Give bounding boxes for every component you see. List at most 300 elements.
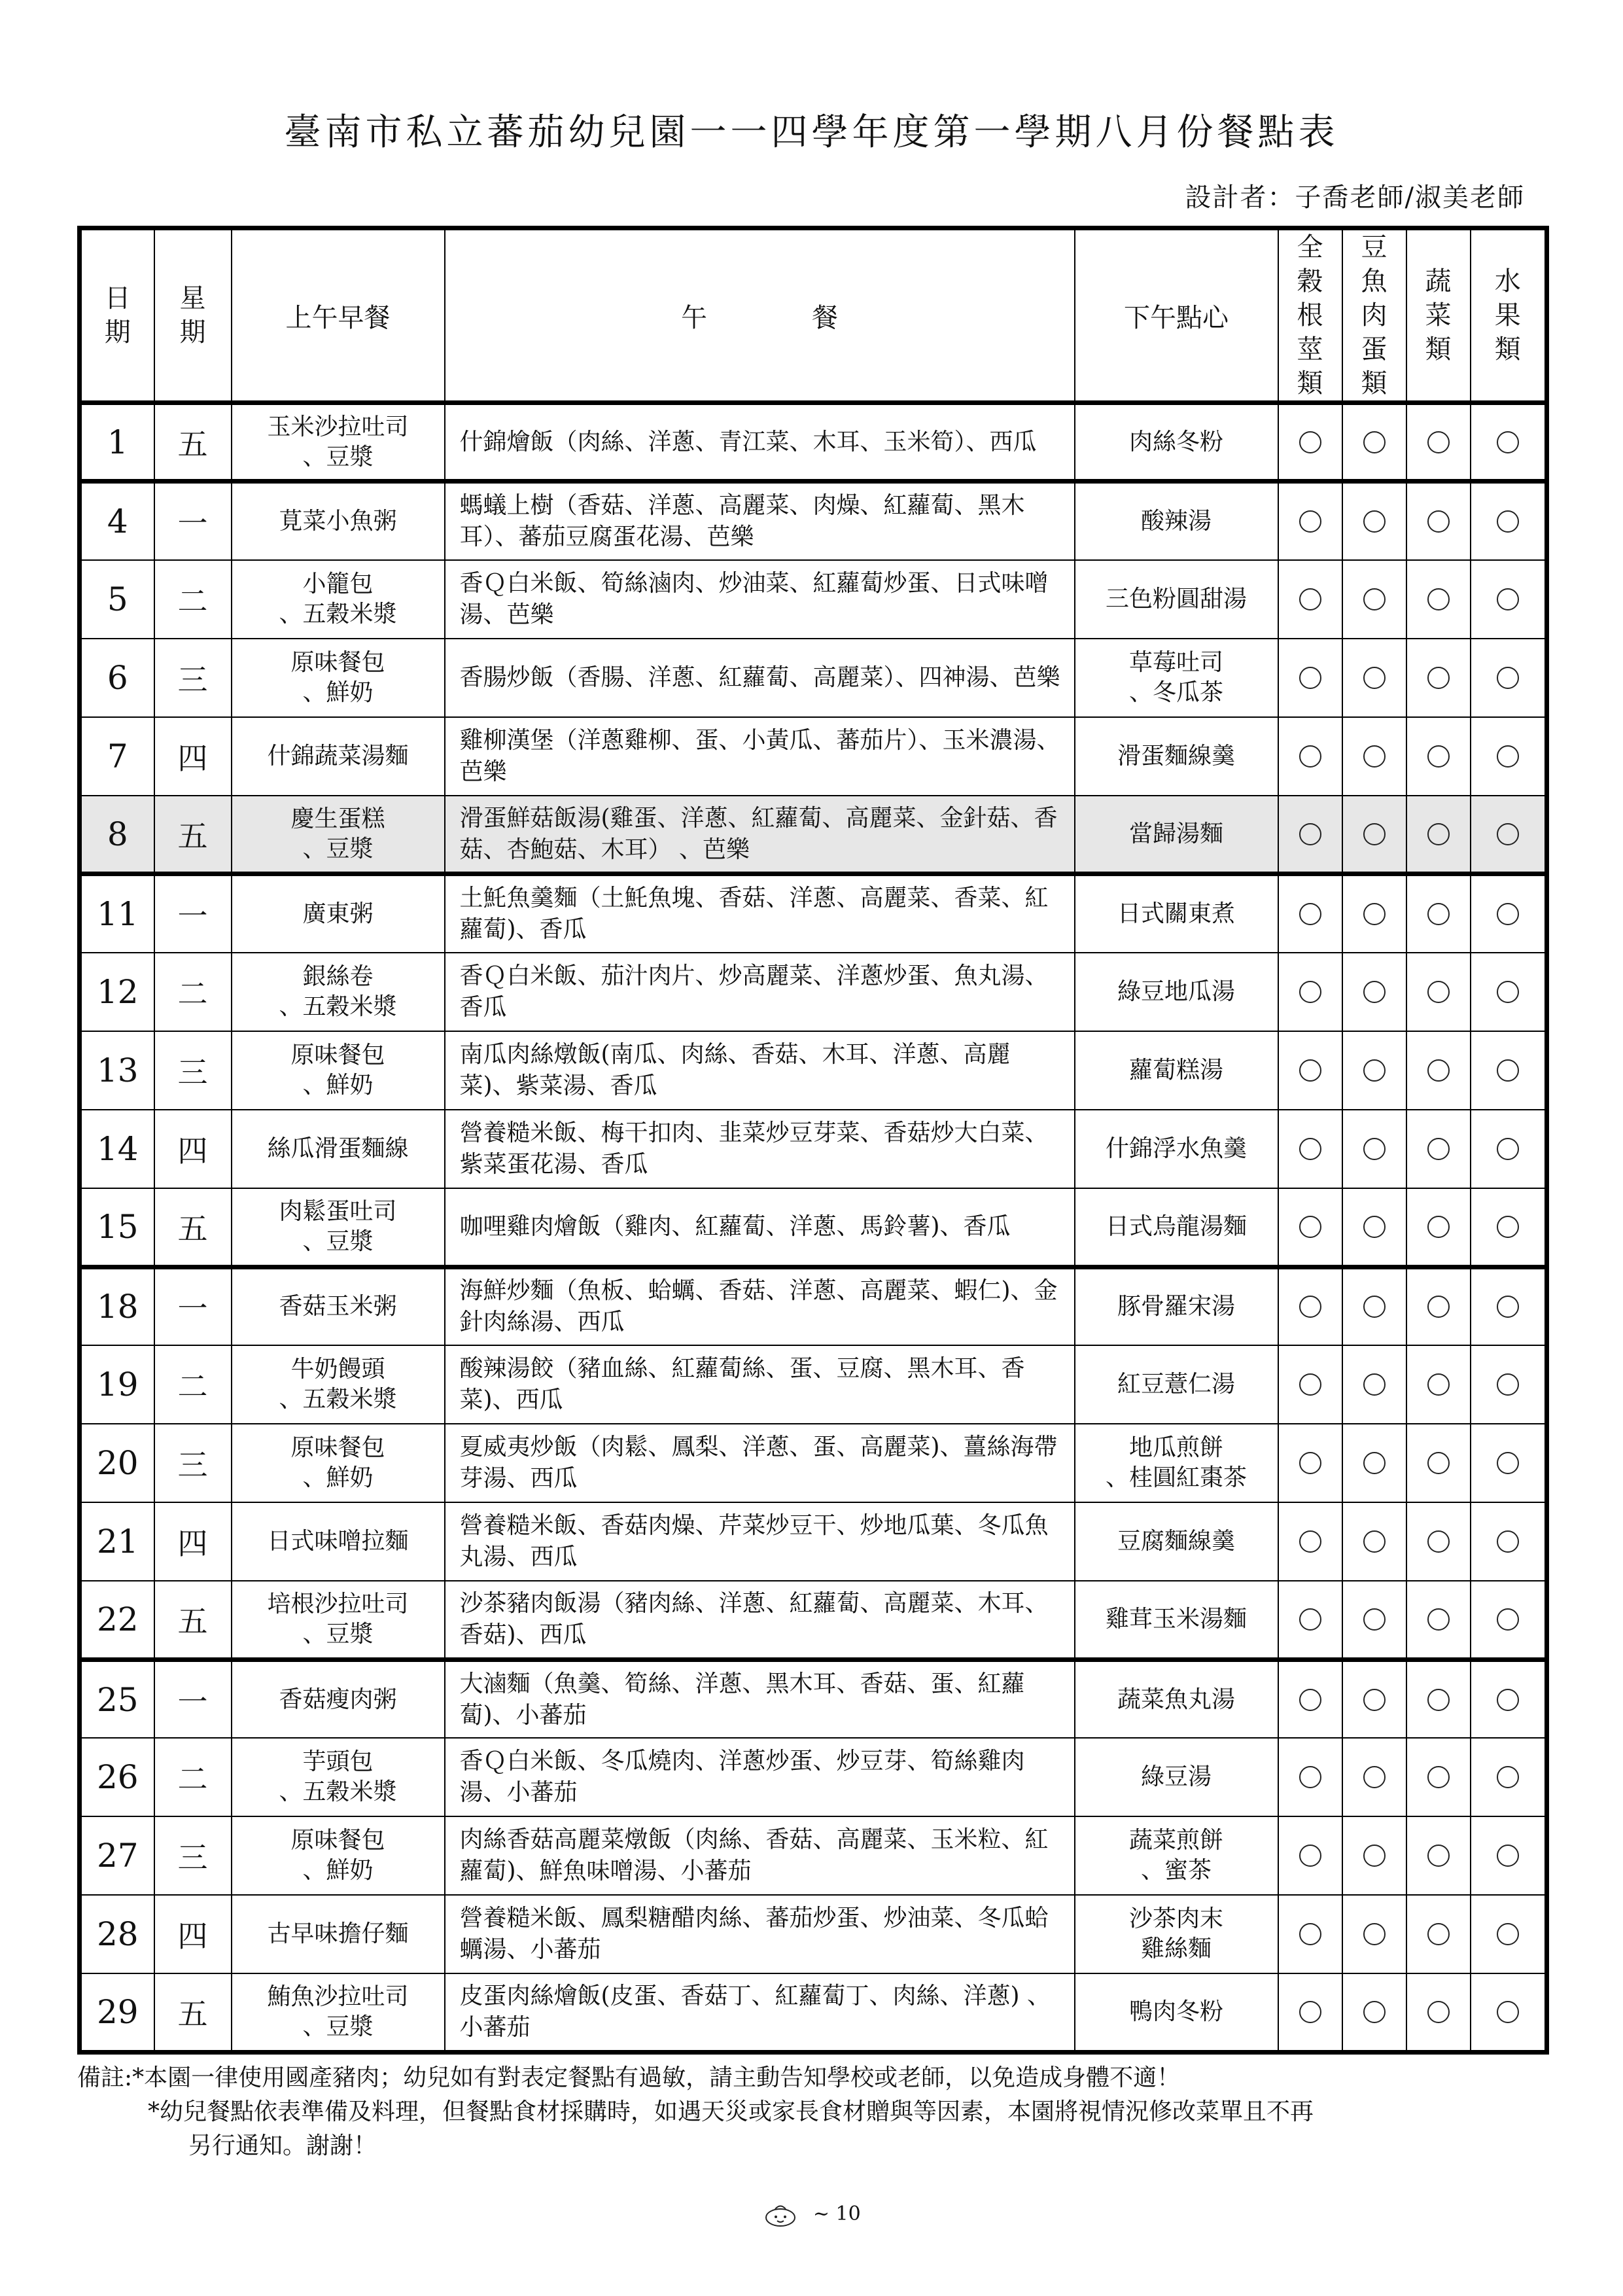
- table-row: [80, 1659, 1547, 1738]
- lunch-cell: 酸辣湯餃（豬血絲、紅蘿蔔絲、蛋、豆腐、黑木耳、香菜)、西瓜: [445, 1345, 1075, 1424]
- date-cell: 14: [80, 1110, 154, 1188]
- header-grains: 全穀根莖類: [1278, 228, 1342, 403]
- circle-icon: [1427, 1373, 1450, 1396]
- veg-check-cell: [1406, 874, 1471, 953]
- veg-check-cell: [1406, 1110, 1471, 1188]
- circle-icon: [1299, 1296, 1321, 1318]
- circle-icon: [1497, 981, 1519, 1003]
- circle-icon: [1299, 745, 1321, 768]
- circle-icon: [1427, 1138, 1450, 1160]
- breakfast-cell: 香菇瘦肉粥: [232, 1659, 445, 1738]
- snack-cell: 地瓜煎餅 、桂圓紅棗茶: [1075, 1424, 1278, 1502]
- day-cell: 二: [154, 1345, 232, 1424]
- table-row: [80, 1345, 1547, 1424]
- day-cell: 一: [154, 1267, 232, 1345]
- circle-icon: [1299, 1373, 1321, 1396]
- table-row: [80, 403, 1547, 482]
- lunch-cell: 咖哩雞肉燴飯（雞肉、紅蘿蔔、洋蔥、馬鈴薯)、香瓜: [445, 1188, 1075, 1267]
- lunch-cell: 肉絲香菇高麗菜燉飯（肉絲、香菇、高麗菜、玉米粒、紅蘿蔔)、鮮魚味噌湯、小蕃茄: [445, 1816, 1075, 1895]
- breakfast-cell: 銀絲卷 、五穀米漿: [232, 953, 445, 1031]
- fruit-check-cell: [1471, 639, 1547, 717]
- day-cell: 三: [154, 1424, 232, 1502]
- lunch-cell: 香Ｑ白米飯、筍絲滷肉、炒油菜、紅蘿蔔炒蛋、日式味噌湯、芭樂: [445, 560, 1075, 639]
- circle-icon: [1363, 1530, 1386, 1553]
- day-cell: 五: [154, 1973, 232, 2052]
- grains-check-cell: [1278, 403, 1342, 482]
- circle-icon: [1299, 1216, 1321, 1238]
- fruit-check-cell: [1471, 1502, 1547, 1581]
- lunch-cell: 香Ｑ白米飯、冬瓜燒肉、洋蔥炒蛋、炒豆芽、筍絲雞肉湯、小蕃茄: [445, 1738, 1075, 1816]
- day-cell: 四: [154, 1502, 232, 1581]
- snack-cell: 什錦浮水魚羹: [1075, 1110, 1278, 1188]
- lunch-cell: 海鮮炒麵（魚板、蛤蠣、香菇、洋蔥、高麗菜、蝦仁)、金針肉絲湯、西瓜: [445, 1267, 1075, 1345]
- grains-check-cell: [1278, 1110, 1342, 1188]
- circle-icon: [1299, 2001, 1321, 2023]
- circle-icon: [1427, 667, 1450, 689]
- snack-cell: 滑蛋麵線羹: [1075, 717, 1278, 796]
- veg-check-cell: [1406, 560, 1471, 639]
- date-cell: 15: [80, 1188, 154, 1267]
- breakfast-cell: 原味餐包 、鮮奶: [232, 1031, 445, 1110]
- lunch-cell: 沙茶豬肉飯湯（豬肉絲、洋蔥、紅蘿蔔、高麗菜、木耳、香菇)、西瓜: [445, 1581, 1075, 1659]
- day-cell: 五: [154, 1581, 232, 1659]
- grains-check-cell: [1278, 1738, 1342, 1816]
- table-row: [80, 1188, 1547, 1267]
- table-row: [80, 874, 1547, 953]
- veg-check-cell: [1406, 639, 1471, 717]
- circle-icon: [1497, 667, 1519, 689]
- circle-icon: [1363, 1373, 1386, 1396]
- circle-icon: [1497, 1138, 1519, 1160]
- breakfast-cell: 肉鬆蛋吐司 、豆漿: [232, 1188, 445, 1267]
- breakfast-cell: 慶生蛋糕 、豆漿: [232, 796, 445, 874]
- circle-icon: [1299, 1845, 1321, 1867]
- fruit-check-cell: [1471, 482, 1547, 560]
- snack-cell: 蔬菜魚丸湯: [1075, 1659, 1278, 1738]
- header-protein: 豆魚肉蛋類: [1342, 228, 1406, 403]
- circle-icon: [1299, 981, 1321, 1003]
- veg-check-cell: [1406, 1502, 1471, 1581]
- table-row: [80, 1267, 1547, 1345]
- fruit-check-cell: [1471, 717, 1547, 796]
- circle-icon: [1363, 1296, 1386, 1318]
- grains-check-cell: [1278, 560, 1342, 639]
- protein-check-cell: [1342, 1816, 1406, 1895]
- protein-check-cell: [1342, 560, 1406, 639]
- fruit-check-cell: [1471, 1345, 1547, 1424]
- circle-icon: [1427, 1689, 1450, 1711]
- fruit-check-cell: [1471, 1816, 1547, 1895]
- veg-check-cell: [1406, 1895, 1471, 1973]
- veg-check-cell: [1406, 1188, 1471, 1267]
- circle-icon: [1299, 1138, 1321, 1160]
- date-cell: 28: [80, 1895, 154, 1973]
- header-veg: 蔬菜類: [1406, 228, 1471, 403]
- breakfast-cell: 原味餐包 、鮮奶: [232, 1816, 445, 1895]
- grains-check-cell: [1278, 639, 1342, 717]
- breakfast-cell: 莧菜小魚粥: [232, 482, 445, 560]
- day-cell: 一: [154, 1659, 232, 1738]
- table-row: [80, 796, 1547, 874]
- grains-check-cell: [1278, 1424, 1342, 1502]
- grains-check-cell: [1278, 953, 1342, 1031]
- note-line-3: 另行通知。謝謝！: [188, 2132, 377, 2159]
- circle-icon: [1497, 903, 1519, 925]
- fruit-check-cell: [1471, 1110, 1547, 1188]
- veg-check-cell: [1406, 1345, 1471, 1424]
- circle-icon: [1363, 1923, 1386, 1945]
- circle-icon: [1497, 1452, 1519, 1474]
- day-cell: 五: [154, 1188, 232, 1267]
- protein-check-cell: [1342, 1345, 1406, 1424]
- circle-icon: [1497, 1608, 1519, 1631]
- circle-icon: [1497, 1689, 1519, 1711]
- circle-icon: [1363, 1608, 1386, 1631]
- day-cell: 三: [154, 639, 232, 717]
- snack-cell: 綠豆地瓜湯: [1075, 953, 1278, 1031]
- table-row: [80, 1895, 1547, 1973]
- circle-icon: [1363, 1059, 1386, 1082]
- date-cell: 18: [80, 1267, 154, 1345]
- snack-cell: 鴨肉冬粉: [1075, 1973, 1278, 2052]
- lunch-cell: 雞柳漢堡（洋蔥雞柳、蛋、小黃瓜、蕃茄片）、玉米濃湯、芭樂: [445, 717, 1075, 796]
- date-cell: 5: [80, 560, 154, 639]
- veg-check-cell: [1406, 1659, 1471, 1738]
- veg-check-cell: [1406, 796, 1471, 874]
- fruit-check-cell: [1471, 1188, 1547, 1267]
- circle-icon: [1363, 667, 1386, 689]
- grains-check-cell: [1278, 1502, 1342, 1581]
- circle-icon: [1427, 588, 1450, 610]
- veg-check-cell: [1406, 1267, 1471, 1345]
- protein-check-cell: [1342, 1502, 1406, 1581]
- snack-cell: 肉絲冬粉: [1075, 403, 1278, 482]
- circle-icon: [1427, 823, 1450, 845]
- date-cell: 6: [80, 639, 154, 717]
- circle-icon: [1427, 1296, 1450, 1318]
- snack-cell: 酸辣湯: [1075, 482, 1278, 560]
- circle-icon: [1363, 431, 1386, 453]
- protein-check-cell: [1342, 874, 1406, 953]
- circle-icon: [1363, 745, 1386, 768]
- circle-icon: [1497, 823, 1519, 845]
- circle-icon: [1427, 431, 1450, 453]
- date-cell: 22: [80, 1581, 154, 1659]
- circle-icon: [1363, 1689, 1386, 1711]
- table-row: [80, 1502, 1547, 1581]
- breakfast-cell: 廣東粥: [232, 874, 445, 953]
- grains-check-cell: [1278, 1188, 1342, 1267]
- grains-check-cell: [1278, 717, 1342, 796]
- table-row: [80, 639, 1547, 717]
- day-cell: 一: [154, 482, 232, 560]
- protein-check-cell: [1342, 796, 1406, 874]
- snack-cell: 蔬菜煎餅 、蜜茶: [1075, 1816, 1278, 1895]
- snack-cell: 雞茸玉米湯麵: [1075, 1581, 1278, 1659]
- breakfast-cell: 原味餐包 、鮮奶: [232, 1424, 445, 1502]
- day-cell: 四: [154, 717, 232, 796]
- circle-icon: [1299, 431, 1321, 453]
- lunch-cell: 營養糙米飯、梅干扣肉、韭菜炒豆芽菜、香菇炒大白菜、紫菜蛋花湯、香瓜: [445, 1110, 1075, 1188]
- circle-icon: [1363, 2001, 1386, 2023]
- circle-icon: [1427, 510, 1450, 533]
- snack-cell: 當歸湯麵: [1075, 796, 1278, 874]
- breakfast-cell: 古早味擔仔麵: [232, 1895, 445, 1973]
- circle-icon: [1497, 1530, 1519, 1553]
- veg-check-cell: [1406, 1816, 1471, 1895]
- circle-icon: [1363, 1138, 1386, 1160]
- breakfast-cell: 香菇玉米粥: [232, 1267, 445, 1345]
- snack-cell: 綠豆湯: [1075, 1738, 1278, 1816]
- date-cell: 13: [80, 1031, 154, 1110]
- lunch-cell: 香Ｑ白米飯、茄汁肉片、炒高麗菜、洋蔥炒蛋、魚丸湯、香瓜: [445, 953, 1075, 1031]
- fruit-check-cell: [1471, 560, 1547, 639]
- snack-cell: 三色粉圓甜湯: [1075, 560, 1278, 639]
- table-row: [80, 1110, 1547, 1188]
- circle-icon: [1299, 1923, 1321, 1945]
- date-cell: 29: [80, 1973, 154, 2052]
- protein-check-cell: [1342, 1188, 1406, 1267]
- circle-icon: [1299, 1689, 1321, 1711]
- date-cell: 21: [80, 1502, 154, 1581]
- fruit-check-cell: [1471, 1659, 1547, 1738]
- table-row: [80, 1031, 1547, 1110]
- grains-check-cell: [1278, 1031, 1342, 1110]
- circle-icon: [1497, 1296, 1519, 1318]
- day-cell: 二: [154, 1738, 232, 1816]
- veg-check-cell: [1406, 1973, 1471, 2052]
- protein-check-cell: [1342, 403, 1406, 482]
- circle-icon: [1299, 903, 1321, 925]
- veg-check-cell: [1406, 482, 1471, 560]
- table-row: [80, 482, 1547, 560]
- circle-icon: [1299, 510, 1321, 533]
- breakfast-cell: 培根沙拉吐司 、豆漿: [232, 1581, 445, 1659]
- breakfast-cell: 什錦蔬菜湯麵: [232, 717, 445, 796]
- grains-check-cell: [1278, 1973, 1342, 2052]
- lunch-cell: 香腸炒飯（香腸、洋蔥、紅蘿蔔、高麗菜）、四神湯、芭樂: [445, 639, 1075, 717]
- lunch-cell: 大滷麵（魚羹、筍絲、洋蔥、黑木耳、香菇、蛋、紅蘿蔔)、小蕃茄: [445, 1659, 1075, 1738]
- table-row: [80, 1424, 1547, 1502]
- protein-check-cell: [1342, 1973, 1406, 2052]
- date-cell: 4: [80, 482, 154, 560]
- circle-icon: [1363, 1452, 1386, 1474]
- circle-icon: [1299, 1608, 1321, 1631]
- lunch-cell: 皮蛋肉絲燴飯(皮蛋、香菇丁、紅蘿蔔丁、肉絲、洋蔥) 、小蕃茄: [445, 1973, 1075, 2052]
- protein-check-cell: [1342, 482, 1406, 560]
- snack-cell: 沙茶肉末 雞絲麵: [1075, 1895, 1278, 1973]
- protein-check-cell: [1342, 1738, 1406, 1816]
- meal-table: [77, 226, 1549, 2055]
- circle-icon: [1497, 2001, 1519, 2023]
- header-fruit: 水果類: [1471, 228, 1547, 403]
- date-cell: 8: [80, 796, 154, 874]
- circle-icon: [1497, 1923, 1519, 1945]
- lunch-cell: 滑蛋鮮菇飯湯(雞蛋、洋蔥、紅蘿蔔、高麗菜、金針菇、香菇、杏鮑菇、木耳） 、芭樂: [445, 796, 1075, 874]
- fruit-check-cell: [1471, 403, 1547, 482]
- protein-check-cell: [1342, 953, 1406, 1031]
- veg-check-cell: [1406, 403, 1471, 482]
- lunch-cell: 夏威夷炒飯（肉鬆、鳳梨、洋蔥、蛋、高麗菜)、薑絲海帶芽湯、西瓜: [445, 1424, 1075, 1502]
- circle-icon: [1427, 1530, 1450, 1553]
- fruit-check-cell: [1471, 1267, 1547, 1345]
- page-title: 臺南市私立蕃茄幼兒園一一四學年度第一學期八月份餐點表: [284, 111, 1339, 154]
- grains-check-cell: [1278, 1659, 1342, 1738]
- breakfast-cell: 玉米沙拉吐司 、豆漿: [232, 403, 445, 482]
- fruit-check-cell: [1471, 1581, 1547, 1659]
- circle-icon: [1427, 903, 1450, 925]
- grains-check-cell: [1278, 1895, 1342, 1973]
- fruit-check-cell: [1471, 796, 1547, 874]
- protein-check-cell: [1342, 1424, 1406, 1502]
- lunch-cell: 營養糙米飯、香菇肉燥、芹菜炒豆干、炒地瓜葉、冬瓜魚丸湯、西瓜: [445, 1502, 1075, 1581]
- date-cell: 1: [80, 403, 154, 482]
- circle-icon: [1363, 823, 1386, 845]
- breakfast-cell: 鮪魚沙拉吐司 、豆漿: [232, 1973, 445, 2052]
- page-footer: [0, 2202, 1623, 2228]
- lunch-cell: 螞蟻上樹（香菇、洋蔥、高麗菜、肉燥、紅蘿蔔、黑木耳）、蕃茄豆腐蛋花湯、芭樂: [445, 482, 1075, 560]
- header-breakfast: 上午早餐: [232, 228, 445, 403]
- lunch-cell: 南瓜肉絲燉飯(南瓜、肉絲、香菇、木耳、洋蔥、高麗菜)、紫菜湯、香瓜: [445, 1031, 1075, 1110]
- grains-check-cell: [1278, 1581, 1342, 1659]
- day-cell: 四: [154, 1110, 232, 1188]
- breakfast-cell: 牛奶饅頭 、五穀米漿: [232, 1345, 445, 1424]
- date-cell: 19: [80, 1345, 154, 1424]
- breakfast-cell: 原味餐包 、鮮奶: [232, 639, 445, 717]
- circle-icon: [1497, 1373, 1519, 1396]
- snack-cell: 蘿蔔糕湯: [1075, 1031, 1278, 1110]
- date-cell: 7: [80, 717, 154, 796]
- circle-icon: [1363, 1766, 1386, 1788]
- circle-icon: [1427, 1766, 1450, 1788]
- veg-check-cell: [1406, 1424, 1471, 1502]
- grains-check-cell: [1278, 1345, 1342, 1424]
- breakfast-cell: 芋頭包 、五穀米漿: [232, 1738, 445, 1816]
- circle-icon: [1497, 510, 1519, 533]
- circle-icon: [1363, 1845, 1386, 1867]
- header-day: 星期: [154, 228, 232, 403]
- snack-cell: 豚骨羅宋湯: [1075, 1267, 1278, 1345]
- veg-check-cell: [1406, 1581, 1471, 1659]
- veg-check-cell: [1406, 1738, 1471, 1816]
- protein-check-cell: [1342, 1895, 1406, 1973]
- fruit-check-cell: [1471, 1895, 1547, 1973]
- page-number: ~ 10: [812, 2202, 861, 2225]
- circle-icon: [1427, 745, 1450, 768]
- header-snack: 下午點心: [1075, 228, 1278, 403]
- circle-icon: [1427, 1059, 1450, 1082]
- breakfast-cell: 小籠包 、五穀米漿: [232, 560, 445, 639]
- circle-icon: [1299, 588, 1321, 610]
- grains-check-cell: [1278, 1267, 1342, 1345]
- protein-check-cell: [1342, 1110, 1406, 1188]
- header-date: 日期: [80, 228, 154, 403]
- notes: [77, 2061, 1544, 2163]
- circle-icon: [1427, 981, 1450, 1003]
- date-cell: 11: [80, 874, 154, 953]
- protein-check-cell: [1342, 717, 1406, 796]
- circle-icon: [1497, 431, 1519, 453]
- circle-icon: [1427, 1923, 1450, 1945]
- protein-check-cell: [1342, 639, 1406, 717]
- snack-cell: 草莓吐司 、冬瓜茶: [1075, 639, 1278, 717]
- day-cell: 五: [154, 796, 232, 874]
- breakfast-cell: 日式味噌拉麵: [232, 1502, 445, 1581]
- date-cell: 25: [80, 1659, 154, 1738]
- table-row: [80, 953, 1547, 1031]
- table-row: [80, 717, 1547, 796]
- protein-check-cell: [1342, 1267, 1406, 1345]
- table-row: [80, 1581, 1547, 1659]
- protein-check-cell: [1342, 1581, 1406, 1659]
- fruit-check-cell: [1471, 1031, 1547, 1110]
- grains-check-cell: [1278, 874, 1342, 953]
- designer-credit: 設計者：子喬老師/淑美老師: [1185, 183, 1525, 213]
- lunch-cell: 土魠魚羹麵（土魠魚塊、香菇、洋蔥、高麗菜、香菜、紅蘿蔔)、香瓜: [445, 874, 1075, 953]
- protein-check-cell: [1342, 1031, 1406, 1110]
- snack-cell: 日式關東煮: [1075, 874, 1278, 953]
- grains-check-cell: [1278, 482, 1342, 560]
- circle-icon: [1427, 1452, 1450, 1474]
- fruit-check-cell: [1471, 1738, 1547, 1816]
- grains-check-cell: [1278, 796, 1342, 874]
- circle-icon: [1363, 903, 1386, 925]
- circle-icon: [1427, 1845, 1450, 1867]
- table-row: [80, 1973, 1547, 2052]
- date-cell: 12: [80, 953, 154, 1031]
- circle-icon: [1363, 981, 1386, 1003]
- circle-icon: [1427, 1608, 1450, 1631]
- circle-icon: [1299, 1452, 1321, 1474]
- circle-icon: [1427, 1216, 1450, 1238]
- day-cell: 四: [154, 1895, 232, 1973]
- circle-icon: [1497, 1766, 1519, 1788]
- fruit-check-cell: [1471, 1424, 1547, 1502]
- circle-icon: [1427, 2001, 1450, 2023]
- lunch-cell: 營養糙米飯、鳳梨糖醋肉絲、蕃茄炒蛋、炒油菜、冬瓜蛤蠣湯、小蕃茄: [445, 1895, 1075, 1973]
- snack-cell: 日式烏龍湯麵: [1075, 1188, 1278, 1267]
- circle-icon: [1497, 745, 1519, 768]
- veg-check-cell: [1406, 953, 1471, 1031]
- date-cell: 26: [80, 1738, 154, 1816]
- header-lunch: 午 餐: [445, 228, 1075, 403]
- fruit-check-cell: [1471, 874, 1547, 953]
- circle-icon: [1299, 1059, 1321, 1082]
- circle-icon: [1497, 588, 1519, 610]
- date-cell: 27: [80, 1816, 154, 1895]
- tomato-face-icon: [762, 2202, 799, 2228]
- circle-icon: [1497, 1845, 1519, 1867]
- breakfast-cell: 絲瓜滑蛋麵線: [232, 1110, 445, 1188]
- circle-icon: [1497, 1059, 1519, 1082]
- circle-icon: [1363, 588, 1386, 610]
- snack-cell: 紅豆薏仁湯: [1075, 1345, 1278, 1424]
- note-line-1: 備註:*本園一律使用國產豬肉；幼兒如有對表定餐點有過敏，請主動告知學校或老師，以免造成身體不適！: [77, 2064, 1181, 2091]
- day-cell: 五: [154, 403, 232, 482]
- header-row: [80, 228, 1547, 403]
- protein-check-cell: [1342, 1659, 1406, 1738]
- circle-icon: [1299, 1766, 1321, 1788]
- day-cell: 三: [154, 1816, 232, 1895]
- day-cell: 三: [154, 1031, 232, 1110]
- circle-icon: [1363, 510, 1386, 533]
- grains-check-cell: [1278, 1816, 1342, 1895]
- day-cell: 二: [154, 953, 232, 1031]
- circle-icon: [1363, 1216, 1386, 1238]
- veg-check-cell: [1406, 717, 1471, 796]
- table-row: [80, 560, 1547, 639]
- table-row: [80, 1816, 1547, 1895]
